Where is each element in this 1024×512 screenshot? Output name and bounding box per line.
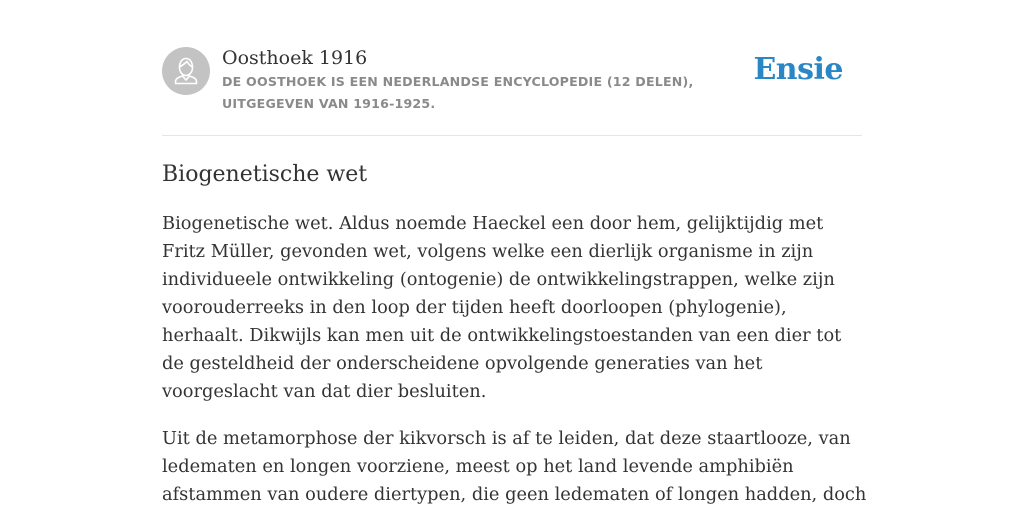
source-title[interactable]: Oosthoek 1916 <box>222 47 368 69</box>
source-description: DE OOSTHOEK IS EEN NEDERLANDSE ENCYCLOPEDIE (12 DELEN), UITGEGEVEN VAN 1916-1925. <box>222 74 694 111</box>
article-paragraph: Uit de metamorphose der kikvorsch is af te leiden, dat deze staartlooze, van ledematen en longen voorziene, meest op het land levende amphibiën afstammen van oudere diertypen, die geen ledematen of longen hadden, doch <box>162 428 867 505</box>
user-icon <box>162 47 210 95</box>
article-title: Biogenetische wet <box>162 162 368 187</box>
ensie-logo-link[interactable]: Ensie <box>753 52 843 87</box>
article-paragraph: Biogenetische wet. Aldus noemde Haeckel een door hem, gelijktijdig met Fritz Müller, gevonden wet, volgens welke een dierlijk organisme in zijn individueele ontwikkeling (ontogenie) de ontwikkelingstrappen, welke zijn voorouderreeks in den loop der tijden heeft doorloopen (phylogenie), herhaalt. Dikwijls kan men uit de ontwikkelingstoestanden van een dier tot de gesteldheid der onderscheidene opvolgende generaties van het voorgeslacht van dat dier besluiten. <box>162 213 842 402</box>
article <box>162 158 867 512</box>
source-avatar[interactable] <box>162 47 210 95</box>
source-header <box>162 40 862 136</box>
